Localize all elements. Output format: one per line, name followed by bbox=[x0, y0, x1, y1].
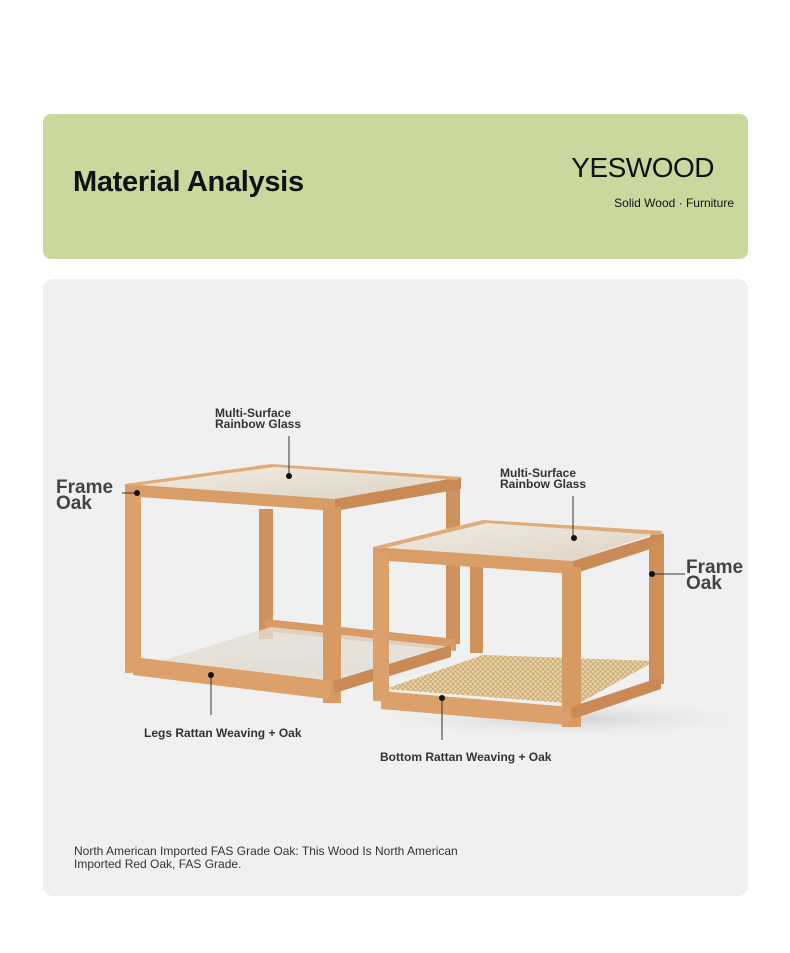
page-title: Material Analysis bbox=[73, 166, 304, 198]
small-table bbox=[373, 520, 664, 727]
bottom-label: Bottom Rattan Weaving + Oak bbox=[380, 750, 552, 764]
footnote: North American Imported FAS Grade Oak: This Wood Is North American Imported Red Oak, FAS Grade. bbox=[74, 844, 458, 871]
material-panel bbox=[43, 279, 748, 896]
tables-illustration bbox=[43, 279, 748, 896]
glass-label-large: Multi-Surface Rainbow Glass bbox=[215, 406, 302, 431]
frame-label-left: Frame Oak bbox=[56, 477, 114, 514]
large-table bbox=[125, 464, 461, 703]
header-band bbox=[43, 114, 748, 259]
legs-label: Legs Rattan Weaving + Oak bbox=[144, 726, 302, 740]
brand-tagline: Solid Wood · Furniture bbox=[614, 196, 734, 210]
frame-label-right: Frame Oak bbox=[686, 557, 744, 594]
glass-label-small: Multi-Surface Rainbow Glass bbox=[500, 466, 587, 491]
brand-logo: YESWOOD bbox=[571, 152, 714, 183]
